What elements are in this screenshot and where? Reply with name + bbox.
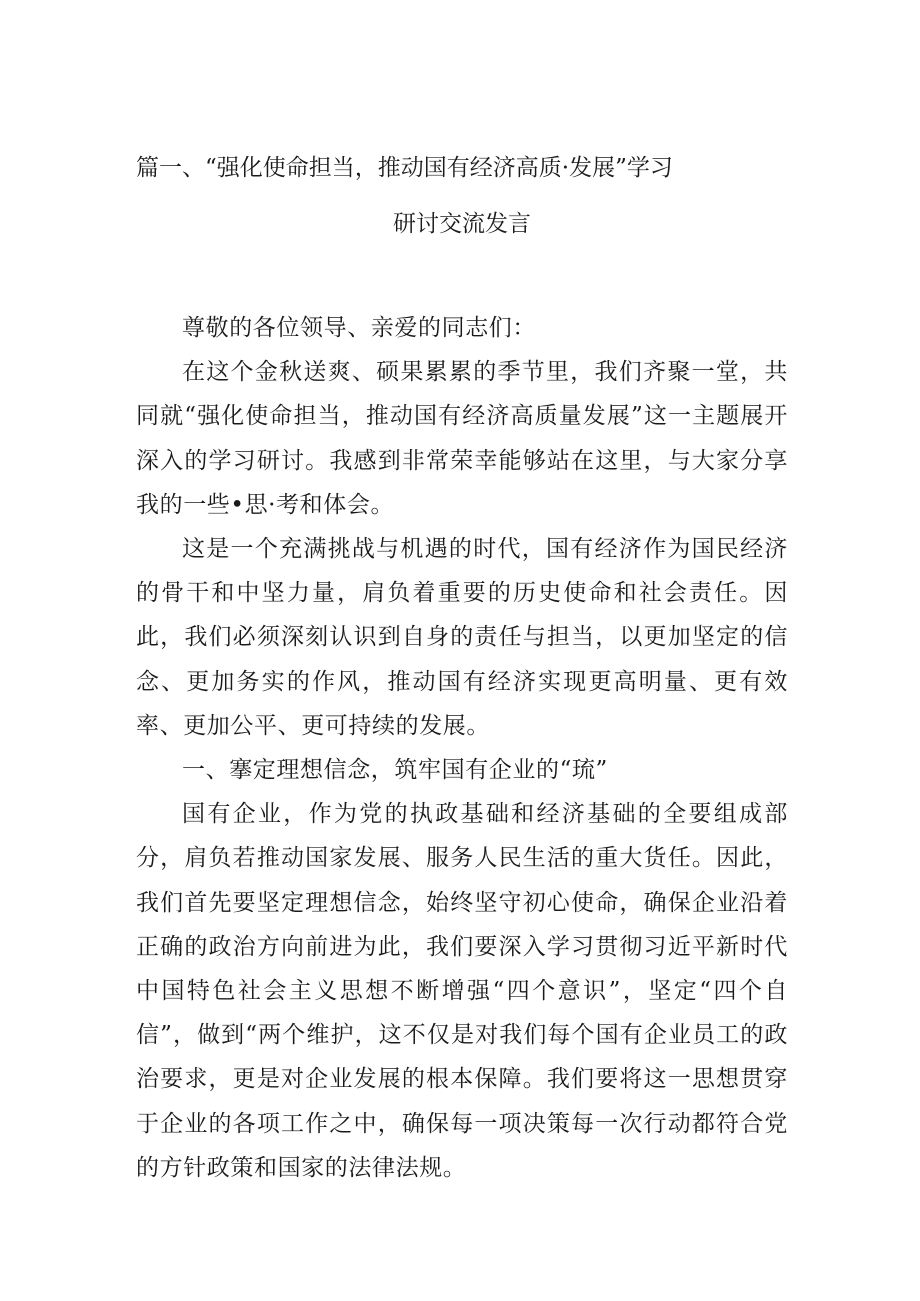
section-paragraph: 国有企业，作为党的执政基础和经济基础的全要组成部分，肩负若推动国家发展、服务人民生活的重大货任。因此，我们首先要坚定理想信念，始终坚守初心使命，确保企业沿着正确的政治方向前进为此，我们要深入学习贯彻习近平新时代中国特色社会主义思想不断增强“四个意识”，坚定“四个自信”，做到“两个维护，这不仅是对我们每个国有企业员工的政治要求，更是对企业发展的根本保障。我们要将这一思想贯穿于企业的各项工作之中，确保每一项决策每一次行动都符合党的方针政策和国家的法律法规。 xyxy=(136,801,788,1181)
section-heading: 一、搴定理想信念，筑牢国有企业的“琉” xyxy=(182,757,608,784)
salutation-paragraph: 尊敬的各位领导、亲爱的同志们： xyxy=(182,315,536,341)
document-title-line-1: 篇一、“强化使命担当，推动国有经济高质·发展”学习 xyxy=(136,155,673,181)
context-paragraph: 这是一个充满挑战与机遇的时代，国有经济作为国民经济的骨干和中坚力量，肩负着重要的历史使命和社会责任。因此，我们必须深刻认识到自身的责任与担当，以更加坚定的信念、更加务实的作风，推动国有经济实现更高明量、更有效率、更加公平、更可持续的发展。 xyxy=(136,536,788,739)
intro-paragraph: 在这个金秋送爽、硕果累累的季节里，我们齐聚一堂，共同就“强化使命担当，推动国有经济高质量发展”这一主题展开深入的学习研讨。我感到非常荣幸能够站在这里，与大家分享我的一些•思·考和体会。 xyxy=(136,359,788,518)
document-body xyxy=(136,306,788,1190)
document-title-line-2: 研讨交流发言 xyxy=(393,211,531,237)
